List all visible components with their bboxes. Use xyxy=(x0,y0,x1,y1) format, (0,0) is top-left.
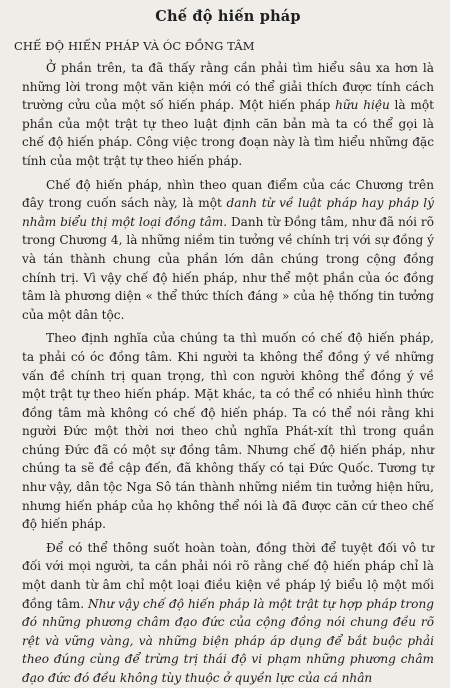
section-heading: CHẾ ĐỘ HIẾN PHÁP VÀ ÓC ĐỒNG TÂM xyxy=(14,39,255,53)
paragraph-3 xyxy=(22,329,434,534)
page-title: Chế độ hiến pháp xyxy=(155,8,301,25)
text-segment: Chế độ hiến pháp, nhìn theo quan điểm của các Chương trên đây trong cuốn sách này, là một xyxy=(22,177,434,211)
text-segment: là một phần của một trật tự theo luật định căn bản mà ta có thể gọi là chế độ hiến pháp. Công việc trong đoạn này là tìm hiểu những đặc tính của một trật tự theo hiến pháp. xyxy=(22,98,434,168)
paragraph-2 xyxy=(22,176,434,325)
emphasis-text: hữu hiệu xyxy=(335,98,390,113)
emphasis-text: danh từ về luật pháp hay pháp lý nhằm biểu thị một loại đồng tâm. xyxy=(22,196,434,229)
text-segment: Để có thể thông suốt hoàn toàn, đồng thời để tuyệt đối vô tư đối với mọi người, ta cần phải nói rõ rằng chế độ hiến pháp chỉ là một danh từ âm chỉ một loại điều kiện về pháp lý biểu lộ một mối đồng tâm. xyxy=(22,540,434,611)
emphasis-text: Như vậy chế độ hiến pháp là một trật tự hợp pháp trong đó những phương châm đạo đức của cộng đồng nói chung đều rõ rệt và vững vàng, và những biện pháp áp dụng để bắt buộc phải theo đúng cùng để trừng trị thái độ vi phạm những phương châm đạo đức đó đều không tùy thuộc ở quyền lực của cá nhân xyxy=(22,596,434,685)
text-segment: Danh từ Đồng tâm, như đã nói rõ trong Chương 4, là những niềm tin tưởng về chính trị với sự đồng ý và tán thành chung của phần lớn dân chúng trong cộng đồng chính trị. Vì vậy chế độ hiến pháp, như thể một phần của óc đồng tâm là phương diện « thể thức thích đáng » của hệ thống tin tưởng của một dân tộc. xyxy=(22,214,434,322)
text-segment: Ở phần trên, ta đã thấy rằng cần phải tìm hiểu sâu xa hơn là những lời trong một văn kiện mới có thể giải thích được tính cách trường cửu của một số hiến pháp. Một hiến pháp xyxy=(22,61,434,113)
paragraph-4 xyxy=(22,539,434,688)
text-segment: Theo định nghĩa của chúng ta thì muốn có chế độ hiến pháp, ta phải có óc đồng tâm. Khi người ta không thể đồng ý về những vấn đề chính trị quan trọng, thì con người không thể đồng ý về một trật tự theo hiến pháp. Mặt khác, ta có thể có nhiều hình thức đồng tâm mà không có chế độ hiến pháp. Ta có thể nói rằng khi người Đức một thời nơi theo chủ nghĩa Phát-xít thì trong quần chúng Đức đã có một sự đồng tâm. Nhưng chế độ hiến pháp, như chúng ta sẽ đề cập đến, đã không thấy có tại Đức Quốc. Tương tự như vậy, dân tộc Nga Sô tán thành những niềm tin tưởng hiện hữu, nhưng hiến pháp của họ không thể nói là đã được căn cứ theo chế độ hiến pháp. xyxy=(22,331,434,532)
paragraph-1 xyxy=(22,59,434,171)
